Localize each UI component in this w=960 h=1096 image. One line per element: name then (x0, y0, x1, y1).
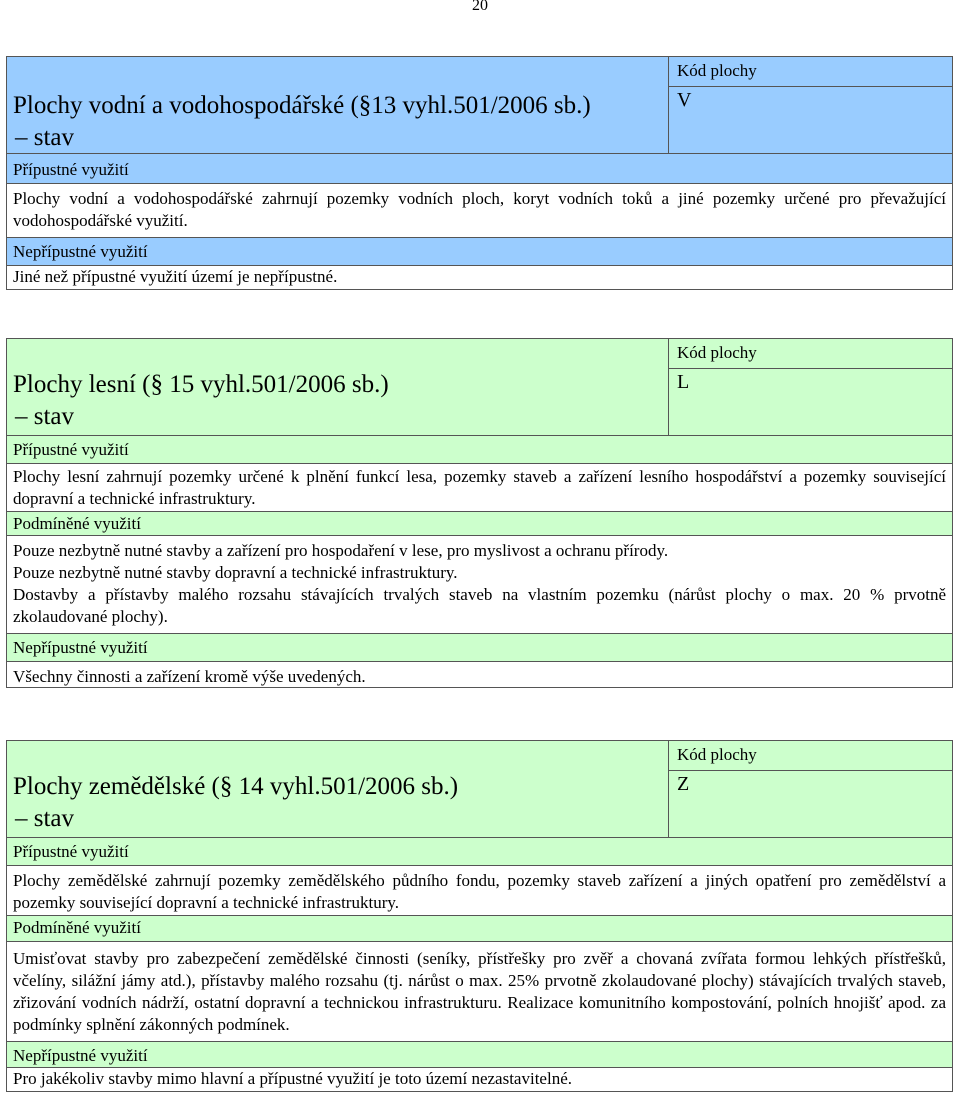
title-cell (7, 57, 668, 153)
title-line-1: Plochy zemědělské (§ 14 vyhl.501/2006 sb.) (13, 773, 459, 800)
forbidden-label: Nepřípustné využití (7, 633, 952, 661)
section-header (7, 339, 952, 435)
section-title (13, 771, 458, 835)
page-number: 20 (472, 0, 488, 14)
allowed-text: Plochy lesní zahrnují pozemky určené k plnění funkcí lesa, pozemky staveb a zařízení lesního hospodářství a pozemky související dopravní a technické infrastruktury. (7, 463, 952, 511)
conditional-label: Podmíněné využití (7, 511, 952, 535)
conditional-text (7, 535, 952, 633)
section-water (6, 56, 953, 290)
title-line-1: Plochy lesní (§ 15 vyhl.501/2006 sb.) (13, 371, 389, 398)
title-line-2: – stav (15, 805, 75, 832)
code-cell (668, 57, 952, 153)
allowed-label: Přípustné využití (7, 837, 952, 865)
allowed-label: Přípustné využití (7, 435, 952, 463)
code-value: V (677, 89, 692, 111)
section-agricultural (6, 740, 953, 1092)
code-value: Z (677, 773, 690, 795)
section-title (13, 90, 591, 154)
forbidden-label: Nepřípustné využití (7, 237, 952, 265)
title-cell (7, 339, 668, 435)
section-title (13, 369, 389, 433)
title-line-2: – stav (15, 124, 75, 151)
title-line-1: Plochy vodní a vodohospodářské (§13 vyhl.501/2006 sb.) (13, 92, 591, 119)
conditional-line-1: Pouze nezbytně nutné stavby a zařízení pro hospodaření v lese, pro myslivost a ochranu přírody. (13, 541, 669, 560)
code-label: Kód plochy (669, 741, 952, 771)
conditional-label: Podmíněné využití (7, 915, 952, 941)
code-label: Kód plochy (669, 339, 952, 369)
code-label: Kód plochy (669, 57, 952, 87)
section-forest (6, 338, 953, 688)
code-value: L (677, 371, 690, 393)
code-cell (668, 741, 952, 837)
allowed-text: Plochy vodní a vodohospodářské zahrnují pozemky vodních ploch, koryt vodních toků a jiné pozemky určené pro převažující vodohospodářské využití. (7, 183, 952, 237)
section-header (7, 57, 952, 153)
conditional-text: Umisťovat stavby pro zabezpečení zemědělské činnosti (seníky, přístřešky pro zvěř a chovaná zvířata formou lehkých přístřešků, včelíny, silážní jámy atd.), přístavby malého rozsahu (tj. nárůst o max. 25% prvotně zkolaudované plochy) stávajících trvalých staveb, zřizování vodních nádrží, ostatní dopravní a technickou infrastrukturu. Realizace komunitního kompostování, polních hnojišť apod. za podmínky splnění zákonných podmínek. (7, 941, 952, 1041)
conditional-line-2: Pouze nezbytně nutné stavby dopravní a technické infrastruktury. (13, 563, 458, 582)
forbidden-text: Jiné než přípustné využití území je nepřípustné. (7, 265, 952, 289)
section-header (7, 741, 952, 837)
allowed-label: Přípustné využití (7, 153, 952, 183)
code-cell (668, 339, 952, 435)
title-cell (7, 741, 668, 837)
forbidden-label: Nepřípustné využití (7, 1041, 952, 1067)
conditional-line-3: Dostavby a přístavby malého rozsahu stávajících trvalých staveb na vlastním pozemku (nárůst plochy o max. 20 % prvotně zkolaudované plochy). (13, 585, 946, 626)
forbidden-text: Pro jakékoliv stavby mimo hlavní a přípustné využití je toto území nezastavitelné. (7, 1067, 952, 1091)
allowed-text: Plochy zemědělské zahrnují pozemky zemědělského půdního fondu, pozemky staveb zařízení a jiných opatření pro zemědělství a pozemky související dopravní a technické infrastruktury. (7, 865, 952, 915)
title-line-2: – stav (15, 403, 75, 430)
forbidden-text: Všechny činnosti a zařízení kromě výše uvedených. (7, 661, 952, 687)
